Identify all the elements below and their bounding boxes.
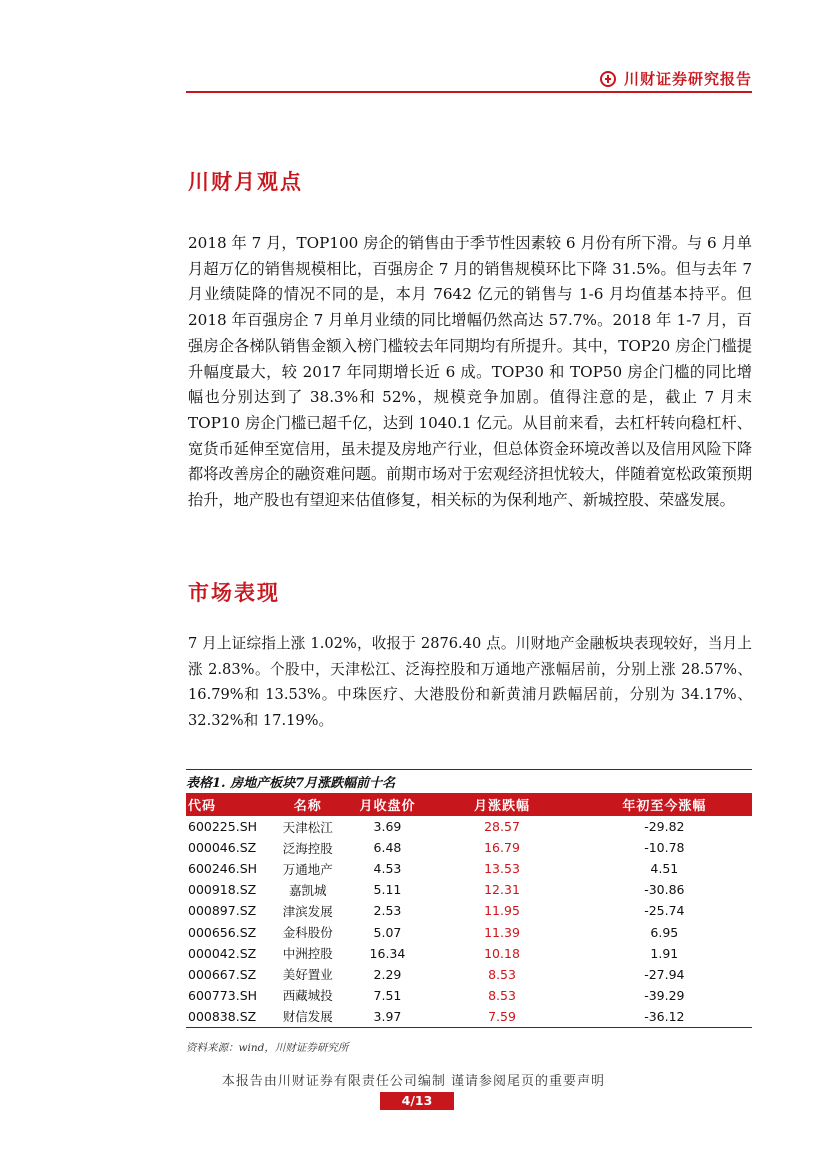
table-header-row: [186, 793, 752, 816]
cell-code: 600773.SH: [188, 987, 258, 1003]
table-row: [186, 837, 752, 858]
cell-close: 3.69: [373, 819, 402, 835]
cell-month-change: 11.95: [484, 903, 520, 919]
section-title-market-performance: 市场表现: [188, 580, 280, 605]
table-row: [186, 900, 752, 921]
cell-ytd-change: -25.74: [644, 903, 685, 919]
cell-name: 中洲控股: [282, 946, 333, 962]
cell-code: 000838.SZ: [186, 1006, 268, 1028]
cell-ytd-change: -39.29: [644, 987, 685, 1003]
cell-name: 金科股份: [282, 925, 333, 941]
cell-ytd-change: -36.12: [577, 1006, 752, 1028]
header-month-change: 月涨跌幅: [427, 793, 576, 816]
cell-ytd-change: 1.91: [650, 945, 679, 961]
cell-month-change: 12.31: [484, 882, 520, 898]
cell-month-change: 11.39: [484, 924, 520, 940]
cell-ytd-change: 6.95: [650, 924, 679, 940]
cell-ytd-change: -10.78: [644, 840, 685, 856]
table-row: [186, 816, 752, 837]
cell-month-change: 13.53: [484, 861, 520, 877]
header-code: 代码: [186, 793, 268, 816]
cell-code: 000897.SZ: [188, 903, 257, 919]
cell-close: 5.07: [373, 924, 402, 940]
company-logo-icon: [600, 71, 616, 87]
cell-month-change: 16.79: [484, 840, 520, 856]
cell-close: 6.48: [373, 840, 402, 856]
header-divider: [186, 91, 752, 93]
monthly-view-paragraph: 2018 年 7 月，TOP100 房企的销售由于季节性因素较 6 月份有所下滑。与 6 月单月超万亿的销售规模相比，百强房企 7 月的销售规模环比下降 31.5%。但与去年 7 月业绩陡降的情况不同的是，本月 7642 亿元的销售与 1-6 月均值基本持平。但 2018 年百强房企 7 月单月业绩的同比增幅仍然高达 57.7%。2018 年 1-7 月，百强房企各梯队销售金额入榜门槛较去年同期均有所提升。其中，TOP20 房企门槛提升幅度最大，较 2017 年同期增长近 6 成。TOP30 和 TOP50 房企门槛的同比增幅也分别达到了 38.3%和 52%，规模竞争加剧。值得注意的是，截止 7 月末 TOP10 房企门槛已超千亿，达到 1040.1 亿元。从目前来看，去杠杆转向稳杠杆、宽货币延伸至宽信用，虽未提及房地产行业，但总体资金环境改善以及信用风险下降都将改善房企的融资难问题。前期市场对于宏观经济担忧较大，伴随着宽松政策预期抬升，地产股也有望迎来估值修复，相关标的为保利地产、新城控股、荣盛发展。: [188, 234, 752, 510]
table-row: [186, 943, 752, 964]
table-row: [186, 1006, 752, 1028]
table-caption: 表格1. 房地产板块7月涨跌幅前十名: [186, 776, 396, 791]
cell-name: 津滨发展: [282, 903, 333, 919]
brand: [600, 68, 752, 89]
cell-name: 天津松江: [282, 819, 333, 835]
page-header: [186, 62, 752, 92]
cell-close: 5.11: [373, 882, 402, 898]
table-row: [186, 921, 752, 942]
cell-close: 4.53: [373, 861, 402, 877]
cell-ytd-change: -29.82: [644, 819, 685, 835]
cell-code: 000667.SZ: [188, 966, 257, 982]
cell-close: 16.34: [369, 945, 406, 961]
cell-close: 7.51: [373, 987, 402, 1003]
cell-close: 3.97: [348, 1006, 428, 1028]
cell-name: 泛海控股: [282, 840, 333, 856]
cell-code: 600246.SH: [188, 861, 258, 877]
market-performance-paragraph: 7 月上证综指上涨 1.02%，收报于 2876.40 点。川财地产金融板块表现较好，当月上涨 2.83%。个股中，天津松江、泛海控股和万通地产涨幅居前，分别上涨 28.57%、16.79%和 13.53%。中珠医疗、大港股份和新黄浦月跌幅居前，分别为 34.17%、32.32%和 17.19%。: [188, 635, 752, 730]
header-ytd-change: 年初至今涨幅: [577, 793, 752, 816]
cell-month-change: 10.18: [484, 945, 520, 961]
footer-notice: 本报告由川财证券有限责任公司编制 谨请参阅尾页的重要声明: [221, 1074, 606, 1089]
cell-name: 万通地产: [282, 861, 333, 877]
top-ten-table: [186, 793, 752, 1028]
cell-name: 财信发展: [268, 1006, 348, 1028]
cell-code: 000656.SZ: [188, 924, 257, 940]
cell-code: 000046.SZ: [188, 840, 257, 856]
table-row: [186, 879, 752, 900]
cell-month-change: 8.53: [488, 987, 516, 1003]
table-top-rule: [186, 769, 752, 770]
cell-month-change: 7.59: [427, 1006, 576, 1028]
table-row: [186, 985, 752, 1006]
cell-name: 美好置业: [282, 967, 333, 983]
cell-close: 2.53: [373, 903, 402, 919]
cell-close: 2.29: [373, 966, 402, 982]
cell-ytd-change: -27.94: [644, 966, 685, 982]
table-row: [186, 964, 752, 985]
cell-ytd-change: -30.86: [644, 882, 685, 898]
cell-month-change: 28.57: [484, 819, 520, 835]
header-name: 名称: [268, 793, 348, 816]
cell-ytd-change: 4.51: [650, 861, 679, 877]
cell-name: 西藏城投: [282, 988, 333, 1004]
table-row: [186, 858, 752, 879]
cell-month-change: 8.53: [488, 966, 516, 982]
cell-code: 000918.SZ: [188, 882, 257, 898]
cell-code: 000042.SZ: [188, 945, 257, 961]
section-title-monthly-view: 川财月观点: [188, 169, 303, 194]
cell-name: 嘉凯城: [289, 882, 327, 898]
brand-name: 川财证券研究报告: [623, 70, 752, 88]
page-number: 4/13: [380, 1092, 454, 1110]
cell-code: 600225.SH: [188, 819, 258, 835]
table-source-note: 资料来源：wind，川财证券研究所: [186, 1042, 349, 1054]
header-close: 月收盘价: [348, 793, 428, 816]
